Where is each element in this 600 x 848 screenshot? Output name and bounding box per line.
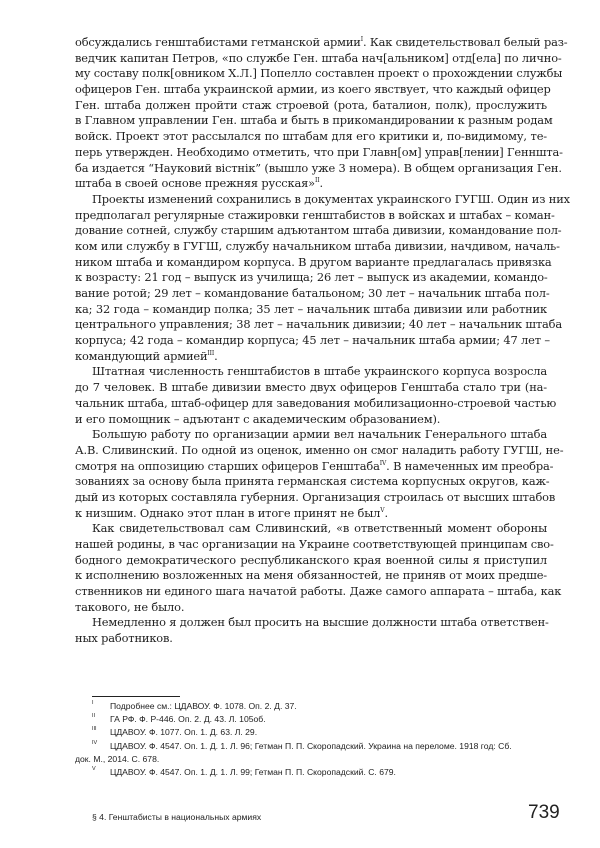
running-title: § 4. Генштабисты в национальных армиях bbox=[92, 812, 262, 822]
text-segment: дование сотней, службу старшим адъютантом штаба дивизии, командование пол- bbox=[75, 223, 562, 238]
text-segment: А.В. Сливинский. По одной из оценок, именно он смог наладить работу ГУГШ, не- bbox=[75, 442, 564, 457]
paragraph bbox=[75, 35, 568, 192]
footnote bbox=[75, 726, 555, 739]
footnote-mark: I bbox=[92, 700, 94, 706]
text-line bbox=[75, 144, 563, 161]
text-line bbox=[75, 113, 553, 129]
text-line bbox=[75, 317, 563, 333]
footnote-mark: V bbox=[92, 766, 96, 773]
text-segment: Штатная численность генштабистов в штабе украинского корпуса возросла bbox=[92, 364, 547, 379]
text-line bbox=[75, 427, 547, 443]
footnote-reference[interactable]: I bbox=[360, 36, 363, 43]
paragraph bbox=[75, 364, 557, 427]
footnote-reference[interactable]: III bbox=[207, 349, 215, 357]
text-segment: Большую работу по организации армии вел начальник Генерального штаба bbox=[92, 427, 547, 442]
text-line bbox=[75, 568, 547, 584]
text-segment: ба издается “Науковий вістнік” (вышло уже 3 номера). В общем организация Ген. bbox=[75, 160, 562, 175]
footnote-reference[interactable]: IV bbox=[379, 459, 387, 467]
text-line bbox=[75, 129, 547, 145]
text-line bbox=[75, 458, 554, 475]
paragraph bbox=[75, 615, 547, 646]
footnote bbox=[75, 713, 555, 726]
text-line bbox=[75, 442, 564, 459]
text-segment: ка; 32 года – командир полка; 35 лет – начальник штаба дивизии или работник bbox=[75, 301, 547, 316]
text-line bbox=[75, 302, 547, 318]
text-segment: Немедленно я должен был просить на высшие должности штаба ответствен- bbox=[92, 615, 549, 630]
paragraph bbox=[75, 191, 570, 365]
text-line bbox=[75, 521, 547, 537]
text-segment: Проекты изменений сохранились в документах украинского ГУГШ. Один из них bbox=[92, 191, 570, 206]
text-line bbox=[75, 35, 568, 51]
text-segment: предполагал регулярные стажировки генштабистов в войсках и штабах – коман- bbox=[75, 207, 555, 222]
footnote-text-continued: док. М., 2014. С. 678. bbox=[75, 753, 160, 764]
text-line bbox=[75, 412, 547, 428]
footnote bbox=[75, 700, 555, 713]
text-segment: ных работников. bbox=[75, 631, 173, 646]
text-segment: . Как свидетельствовал белый раз- bbox=[362, 35, 568, 49]
text-segment: в Главном управлении Ген. штаба и быть в прикомандировании к разным родам bbox=[75, 113, 553, 128]
footnote-divider bbox=[92, 696, 180, 697]
text-segment: чальник штаба, штаб-офицер для заведования мобилизационно-строевой частью bbox=[75, 395, 557, 410]
footnotes bbox=[75, 700, 555, 779]
text-line bbox=[75, 584, 562, 600]
footnote bbox=[75, 766, 555, 779]
text-segment: центрального управления; 38 лет – начальник дивизии; 40 лет – начальник штаба bbox=[75, 317, 563, 332]
text-line bbox=[75, 395, 557, 412]
text-segment: ком или службу в ГУГШ, службу начальником штаба дивизии, начдивом, началь- bbox=[75, 238, 560, 253]
text-segment: вание ротой; 29 лет – командование батальоном; 30 лет – начальник штаба пол- bbox=[75, 286, 550, 300]
footnote-mark: II bbox=[92, 713, 96, 720]
text-line bbox=[75, 191, 570, 208]
footnote-mark: III bbox=[92, 726, 97, 733]
text-line bbox=[75, 223, 562, 239]
footnote-mark: IV bbox=[92, 739, 98, 746]
text-segment: ведчик капитан Петров, «по службе Ген. штаба нач[альником] отд[ела] по лично- bbox=[75, 50, 562, 65]
text-segment: Ген. штаба должен пройти стаж строевой (рота, баталион, полк), прослужить bbox=[75, 97, 547, 112]
body-text bbox=[75, 35, 570, 647]
text-segment: ником штаба и командиром корпуса. В другом варианте предлагалась привязка bbox=[75, 254, 552, 269]
text-line bbox=[75, 66, 563, 82]
text-segment: обсуждались генштабистами гетманской армии bbox=[75, 35, 361, 49]
footnote-text: ГА РФ. Ф. Р-446. Оп. 2. Д. 43. Л. 105об. bbox=[110, 714, 266, 725]
text-segment: бодного демократического республиканского края военной силы я приступил bbox=[75, 552, 547, 567]
text-line bbox=[75, 631, 547, 647]
text-segment: . bbox=[214, 348, 218, 363]
text-segment: му составу полк[овником Х.Л.] Попелло составлен проект о прохождении службы bbox=[75, 66, 563, 81]
footnote-text: Подробнее см.: ЦДАВОУ. Ф. 1078. Оп. 2. Д. 37. bbox=[110, 701, 297, 711]
paragraph bbox=[75, 427, 564, 521]
footnote-text: ЦДАВОУ. Ф. 4547. Оп. 1. Д. 1. Л. 96; Гетман П. П. Скоропадский. Украина на переломе. 1918 год: Сб. bbox=[110, 740, 512, 751]
text-segment: командующий армией bbox=[75, 348, 208, 363]
text-segment: . bbox=[319, 176, 323, 191]
paragraph bbox=[75, 521, 562, 615]
text-segment: к исполнению возложенных на меня обязанностей, не приняв от моих предше- bbox=[75, 568, 547, 583]
text-line bbox=[75, 506, 547, 522]
footnote-reference[interactable]: V bbox=[380, 506, 385, 514]
text-segment: нашей родины, в час организации на Украине соответствующей принципам сво- bbox=[75, 537, 554, 551]
text-line bbox=[75, 537, 554, 553]
footnote bbox=[75, 740, 555, 766]
text-line bbox=[75, 270, 547, 286]
text-line bbox=[75, 98, 547, 114]
text-segment: к возрасту: 21 год – выпуск из училища; 26 лет – выпуск из академии, командо- bbox=[75, 270, 548, 285]
text-line bbox=[75, 615, 547, 631]
text-line bbox=[75, 349, 547, 365]
text-segment: и его помощник – адъютант с академическим образованием). bbox=[75, 411, 441, 426]
text-segment: ственников ни единого шага начатой работы. Даже самого аппарата – штаба, как bbox=[75, 584, 562, 599]
footnote-text: ЦДАВОУ. Ф. 4547. Оп. 1. Д. 1. Л. 99; Гетман П. П. Скоропадский. С. 679. bbox=[110, 767, 396, 778]
text-segment: штаба в своей основе прежняя русская» bbox=[75, 176, 316, 191]
text-segment: смотря на оппозицию старших офицеров Генштаба bbox=[75, 458, 380, 473]
page-number: 739 bbox=[528, 802, 560, 823]
text-line bbox=[75, 254, 552, 271]
text-segment: Как свидетельствовал сам Сливинский, «в ответственный момент обороны bbox=[92, 521, 547, 536]
text-segment: офицеров Ген. штаба украинской армии, из коего явствует, что каждый офицер bbox=[75, 82, 551, 97]
text-line bbox=[75, 489, 556, 506]
text-line bbox=[75, 380, 547, 396]
text-line bbox=[75, 82, 551, 98]
text-segment: такового, не было. bbox=[75, 599, 185, 614]
text-segment: войск. Проект этот рассылался по штабам для его критики и, по-видимому, те- bbox=[75, 129, 547, 144]
text-segment: зованиях за основу была принята германская система корпусных округов, каж- bbox=[75, 474, 550, 489]
text-line bbox=[75, 286, 550, 302]
footnote-text: ЦДАВОУ. Ф. 1077. Оп. 1. Д. 63. Л. 29. bbox=[110, 727, 258, 738]
text-line bbox=[75, 238, 560, 255]
text-line bbox=[75, 474, 550, 490]
text-segment: до 7 человек. В штабе дивизии вместо двух офицеров Генштаба стало три (на- bbox=[75, 380, 547, 395]
text-segment: корпуса; 42 года – командир корпуса; 45 лет – начальник штаба армии; 47 лет – bbox=[75, 333, 550, 348]
text-line bbox=[75, 553, 547, 569]
text-segment: дый из которых составляла губерния. Организация строилась от высших штабов bbox=[75, 489, 556, 504]
text-line bbox=[75, 600, 547, 616]
text-segment: к низшим. Однако этот план в итоге принят не был bbox=[75, 505, 381, 520]
text-segment: . В намеченных им преобра- bbox=[386, 458, 554, 473]
text-line bbox=[75, 50, 562, 67]
text-segment: . bbox=[384, 505, 388, 520]
footnote-reference[interactable]: II bbox=[315, 177, 320, 185]
text-line bbox=[75, 160, 562, 177]
text-line bbox=[75, 333, 550, 349]
text-segment: перь утвержден. Необходимо отметить, что при Главн[ом] управ[лении] Генншта- bbox=[75, 144, 563, 159]
text-line bbox=[75, 364, 547, 380]
text-line bbox=[75, 176, 547, 192]
text-line bbox=[75, 207, 555, 224]
